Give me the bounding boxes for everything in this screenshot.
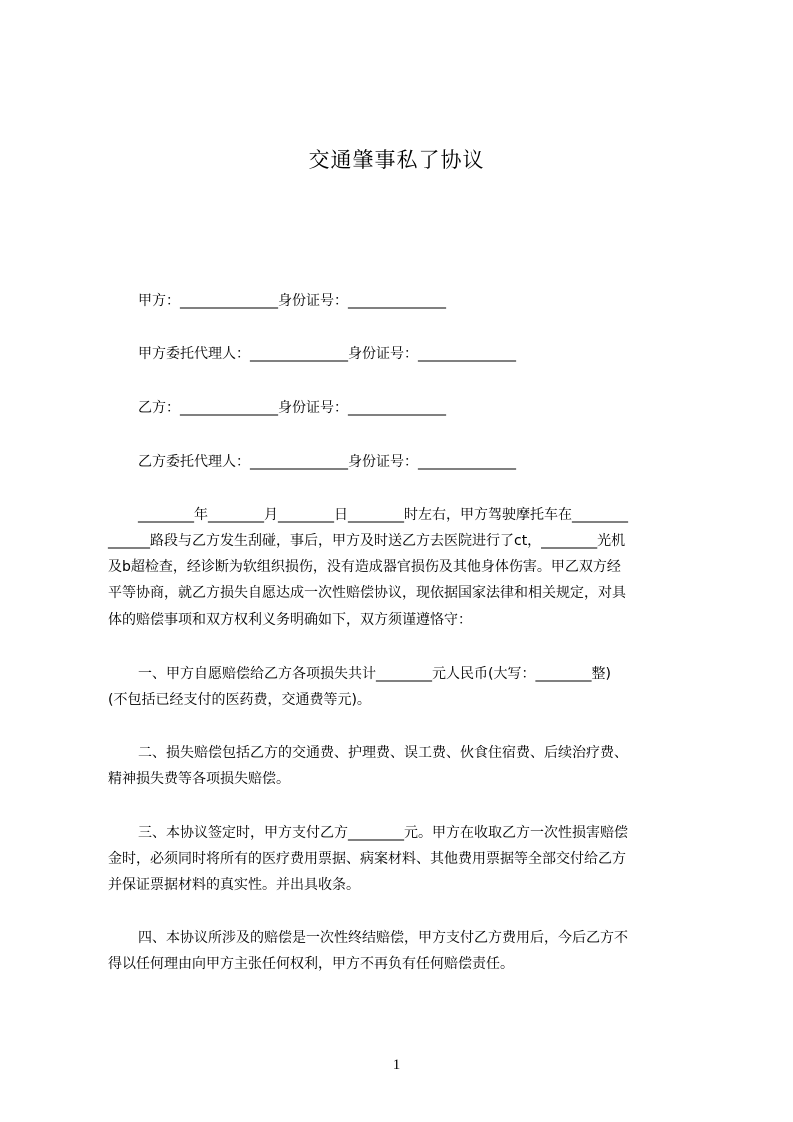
paragraph-line: 平等协商，就乙方损失自愿达成一次性赔偿协议，现依据国家法律和相关规定，对具 xyxy=(108,585,626,601)
party-line: 甲方：______________身份证号：______________ xyxy=(138,293,446,309)
paragraph-line: ________年________月________日________时左右，甲方驾驶摩托车在________ xyxy=(138,507,628,523)
paragraph-line: 二、损失赔偿包括乙方的交通费、护理费、误工费、伙食住宿费、后续治疗费、 xyxy=(138,745,628,761)
page-number: 1 xyxy=(392,1057,401,1073)
paragraph-line: 及b超检查，经诊断为软组织损伤，没有造成器官损伤及其他身体伤害。甲乙双方经 xyxy=(108,559,621,575)
paragraph-line: 并保证票据材料的真实性。并出具收条。 xyxy=(108,877,360,893)
paragraph-line: (不包括已经支付的医药费，交通费等元)。 xyxy=(108,692,371,708)
paragraph-line: 金时，必须同时将所有的医疗费用票据、病案材料、其他费用票据等全部交付给乙方 xyxy=(108,851,626,867)
paragraph-line: 得以任何理由向甲方主张任何权利，甲方不再负有任何赔偿责任。 xyxy=(108,956,514,972)
paragraph-line: 体的赔偿事项和双方权利义务明确如下，双方须谨遵恪守： xyxy=(108,612,472,628)
paragraph-line: 四、本协议所涉及的赔偿是一次性终结赔偿，甲方支付乙方费用后，今后乙方不 xyxy=(138,930,628,946)
paragraph-line: 三、本协议签定时，甲方支付乙方________元。甲方在收取乙方一次性损害赔偿 xyxy=(138,825,628,841)
party-line: 乙方委托代理人：______________身份证号：______________ xyxy=(138,454,516,470)
document-title: 交通肇事私了协议 xyxy=(308,148,485,172)
paragraph-line: 一、甲方自愿赔偿给乙方各项损失共计________元人民币(大写：________整) xyxy=(138,666,611,682)
party-line: 乙方：______________身份证号：______________ xyxy=(138,400,446,416)
paragraph-line: ______路段与乙方发生刮碰，事后，甲方及时送乙方去医院进行了ct，________光机 xyxy=(108,533,626,549)
paragraph-line: 精神损失费等各项损失赔偿。 xyxy=(108,771,290,787)
party-line: 甲方委托代理人：______________身份证号：______________ xyxy=(138,346,516,362)
